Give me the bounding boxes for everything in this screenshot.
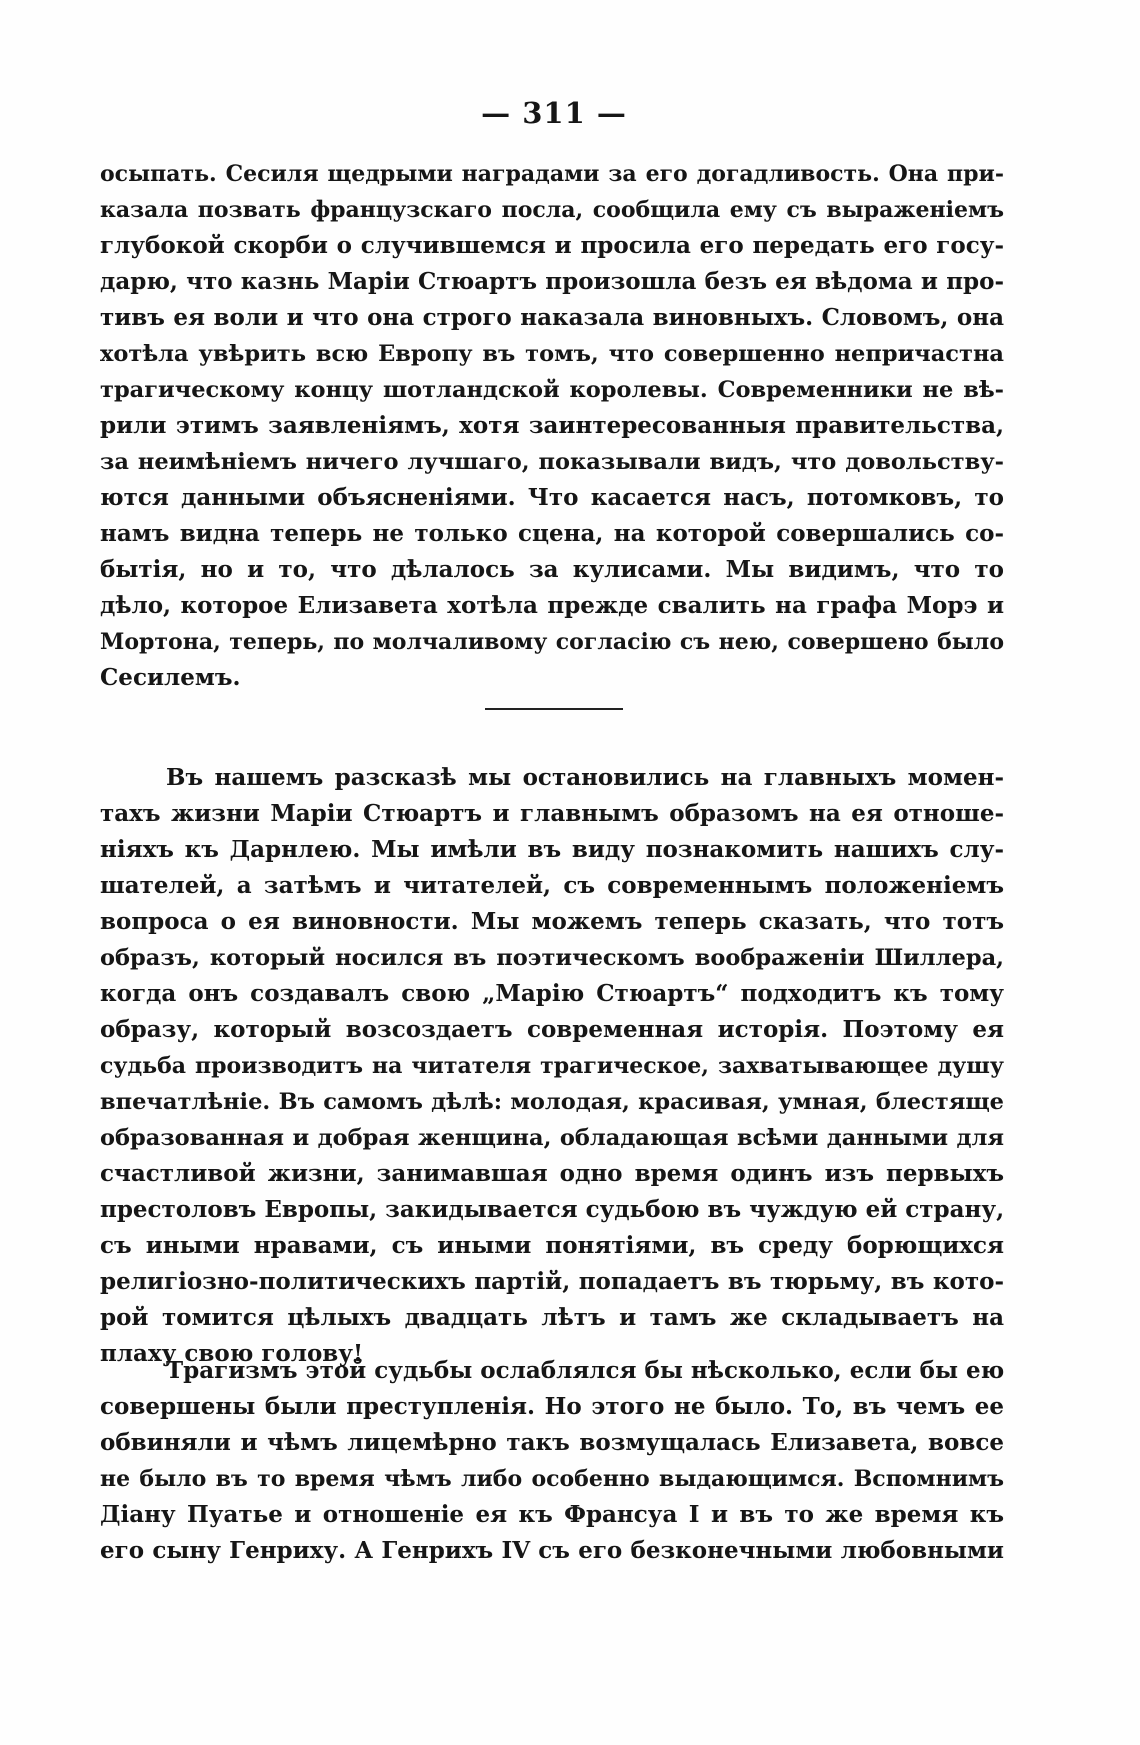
paragraph-conclusion [100,156,1004,696]
text-line: ніяхъ къ Дарнлею. Мы имѣли въ виду познакомить нашихъ слу- [100,836,1004,863]
text-line: обвиняли и чѣмъ лицемѣрно такъ возмущалась Елизавета, вовсе [100,1429,1004,1456]
text-line: религіозно-политическихъ партій, попадаетъ въ тюрьму, въ кото- [100,1268,1004,1295]
text-line: съ иными нравами, съ иными понятіями, въ среду борющихся [100,1232,1004,1259]
text-line: не было въ то время чѣмъ либо особенно выдающимся. Вспомнимъ [100,1466,1004,1492]
text-line: образованная и добрая женщина, обладающая всѣми данными для [100,1125,1004,1151]
text-line: когда онъ создавалъ свою „Марію Стюартъ“ подходитъ къ тому [100,980,1004,1007]
text-line: вопроса о ея виновности. Мы можемъ теперь сказать, что тотъ [100,908,1004,935]
text-line: намъ видна теперь не только сцена, на которой совершались со- [100,520,1004,547]
paragraph-tragedy [100,1353,1004,1569]
text-line: дѣло, которое Елизавета хотѣла прежде свалить на графа Морэ и [100,592,1004,619]
text-line: счастливой жизни, занимавшая одно время одинъ изъ первыхъ [100,1160,1004,1187]
page-number: — 311 — [481,96,627,130]
text-line: престоловъ Европы, закидывается судьбою въ чуждую ей страну, [100,1196,1005,1223]
text-line: глубокой скорби о случившемся и просила его передать его госу- [100,232,1004,259]
paragraph-summary [100,760,1004,1372]
text-line: шателей, а затѣмъ и читателей, съ современнымъ положеніемъ [100,872,1004,899]
section-divider [485,708,623,710]
text-line: осыпать. Сесиля щедрыми наградами за его догадливость. Она при- [100,161,1004,187]
text-line: Трагизмъ этой судьбы ослаблялся бы нѣсколько, если бы ею [166,1357,1005,1384]
text-line: Діану Пуатье и отношеніе ея къ Франсуа I и въ то же время къ [100,1501,1004,1528]
text-line: образъ, который носился въ поэтическомъ воображеніи Шиллера, [100,945,1004,971]
text-line: рой томится цѣлыхъ двадцать лѣтъ и тамъ же складываетъ на [100,1304,1004,1331]
text-line: бытія, но и то, что дѣлалось за кулисами. Мы видимъ, что то [100,556,1004,583]
text-line: образу, который возсоздаетъ современная исторія. Поэтому ея [100,1016,1004,1043]
text-line: рили этимъ заявленіямъ, хотя заинтересованныя правительства, [100,412,1004,439]
text-line: плаху свою голову! [100,1340,364,1367]
text-line: совершены были преступленія. Но этого не было. То, въ чемъ ее [100,1393,1004,1420]
text-line: хотѣла увѣрить всю Европу въ томъ, что совершенно непричастна [100,341,1004,367]
text-line: трагическому концу шотландской королевы. Современники не вѣ- [100,377,1004,403]
text-line: судьба производитъ на читателя трагическое, захватывающее душу [100,1053,1004,1079]
text-line: его сыну Генриху. А Генрихъ IV съ его безконечными любовными [100,1537,1004,1564]
text-line: тахъ жизни Маріи Стюартъ и главнымъ образомъ на ея отноше- [100,800,1004,827]
text-line: Мортона, теперь, по молчаливому согласію съ нею, совершено было [100,629,1004,655]
text-line: за неимѣніемъ ничего лучшаго, показывали видъ, что довольству- [100,449,1004,475]
text-line: Въ нашемъ разсказѣ мы остановились на главныхъ момен- [166,764,1004,791]
text-line: дарю, что казнь Маріи Стюартъ произошла безъ ея вѣдома и про- [100,268,1004,295]
text-line: впечатлѣніе. Въ самомъ дѣлѣ: молодая, красивая, умная, блестяще [100,1089,1004,1115]
text-line: ются данными объясненіями. Что касается насъ, потомковъ, то [100,484,1004,511]
text-line: казала позвать французскаго посла, сообщила ему съ выраженіемъ [100,197,1004,223]
text-line: Сесилемъ. [100,664,241,691]
text-line: тивъ ея воли и что она строго наказала виновныхъ. Словомъ, она [100,304,1004,331]
